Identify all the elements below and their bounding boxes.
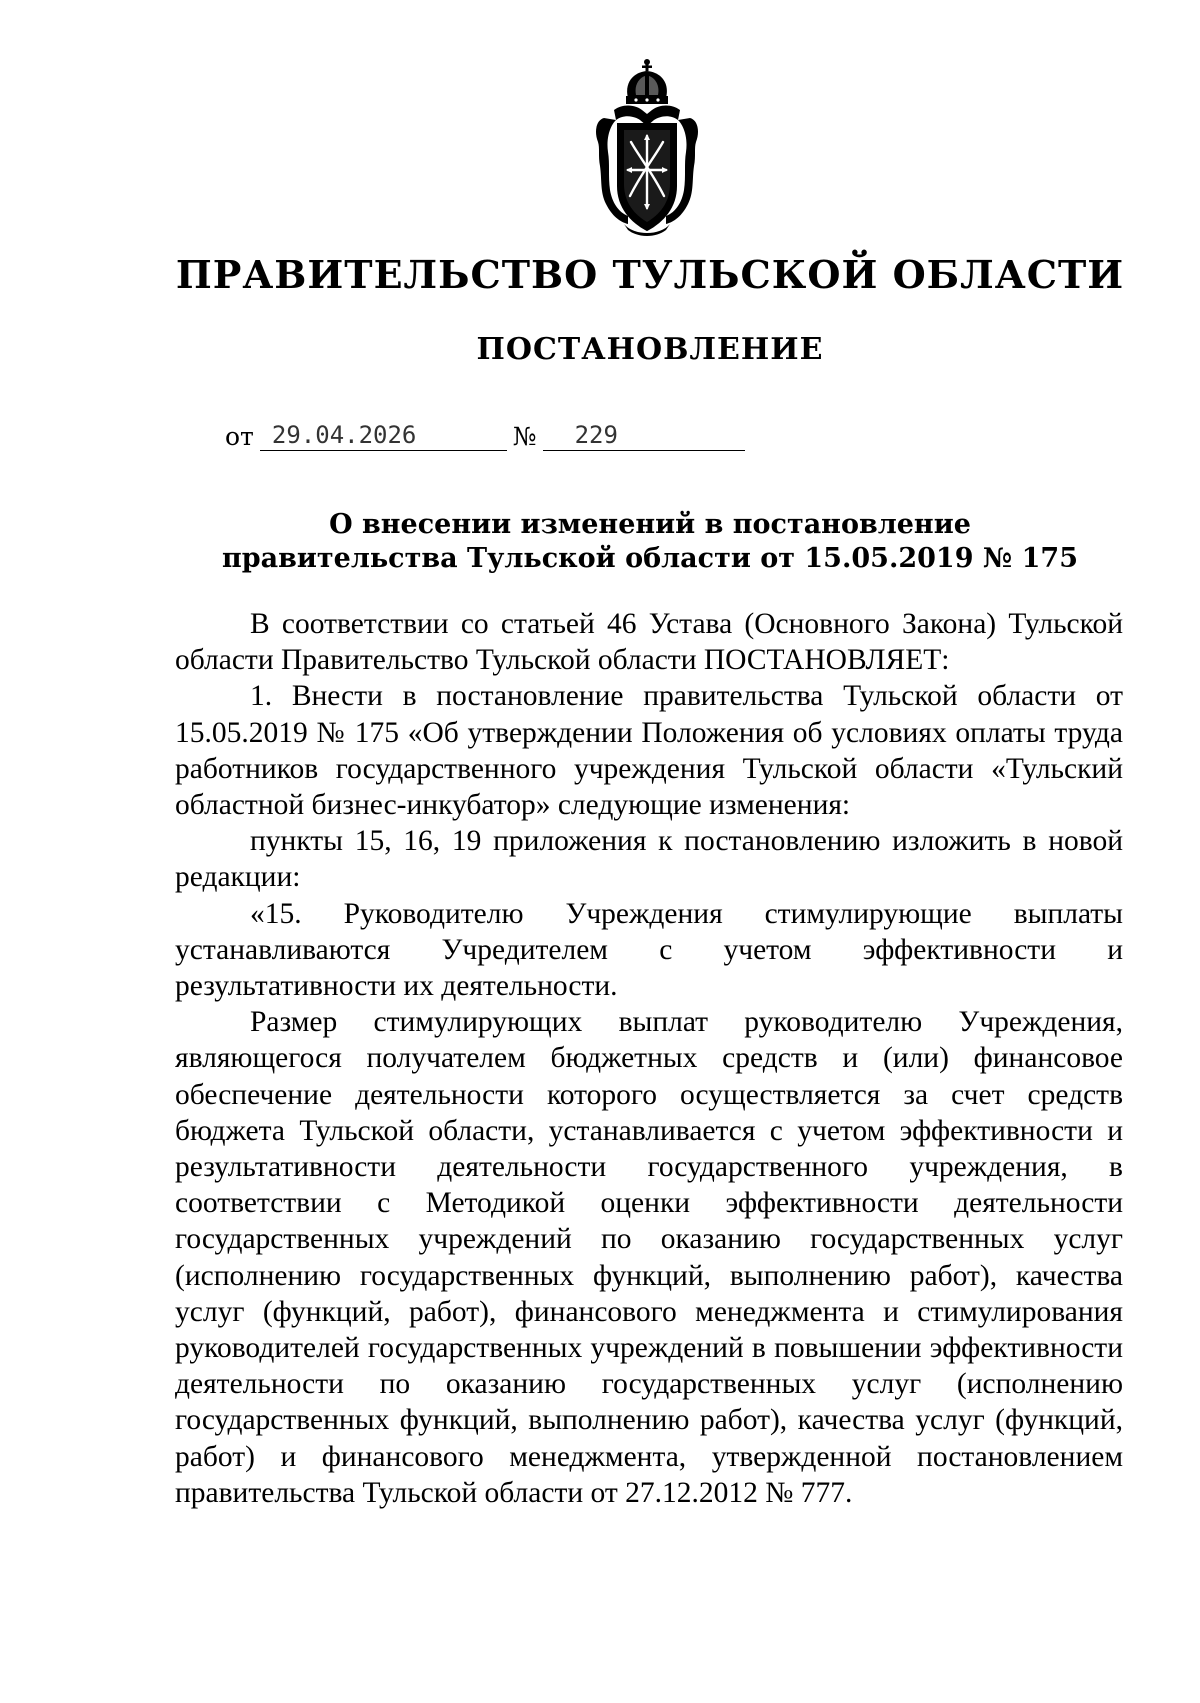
date-label: от — [225, 422, 254, 451]
document-body — [175, 606, 1123, 1511]
document-type: ПОСТАНОВЛЕНИЕ — [476, 332, 824, 367]
document-subject — [0, 508, 1200, 576]
date-number-line — [225, 421, 745, 451]
document-date: 29.04.2026 — [260, 421, 507, 451]
subject-line-2: правительства Тульской области от 15.05.2019 № 175 — [221, 543, 1078, 574]
paragraph-amendment-intro: пункты 15, 16, 19 приложения к постановлению изложить в новой редакции: — [175, 825, 1123, 894]
paragraph-preamble: В соответствии со статьей 46 Устава (Основного Закона) Тульской области Правительство Тульской области ПОСТАНОВЛЯЕТ: — [175, 608, 1123, 677]
organization-title: ПРАВИТЕЛЬСТВО ТУЛЬСКОЙ ОБЛАСТИ — [175, 252, 1125, 297]
subject-line-1: О внесении изменений в постановление — [329, 509, 971, 540]
paragraph-clause-15: «15. Руководителю Учреждения стимулирующие выплаты устанавливаются Учредителем с учетом эффективности и результативности их деятельности. — [175, 897, 1123, 1003]
paragraph-clause-15-size: Размер стимулирующих выплат руководителю Учреждения, являющегося получателем бюджетных средств и (или) финансовое обеспечение деятельности которого осуществляется за счет средств бюджета Тульской области, устанавливается с учетом эффективности и результативности деятельности государственного учреждения, в соответствии с Методикой оценки эффективности деятельности государственных учреждений по оказанию государственных услуг (исполнению государственных функций, выполнению работ), качества услуг (функций, работ), финансового менеджмента и стимулирования руководителей государственных учреждений в повышении эффективности деятельности по оказанию государственных услуг (исполнению государственных функций, выполнению работ), качества услуг (функций, работ) и финансового менеджмента, утвержденной постановлением правительства Тульской области от 27.12.2012 № 777. — [175, 1006, 1123, 1509]
number-label: № — [512, 422, 537, 451]
document-number: 229 — [543, 421, 745, 451]
paragraph-item-1: 1. Внести в постановление правительства Тульской области от 15.05.2019 № 175 «Об утверждении Положения об условиях оплаты труда работников государственного учреждения Тульской области «Тульский областной бизнес-инкубатор» следующие изменения: — [175, 680, 1123, 822]
tula-oblast-coat-of-arms-icon — [594, 58, 700, 240]
